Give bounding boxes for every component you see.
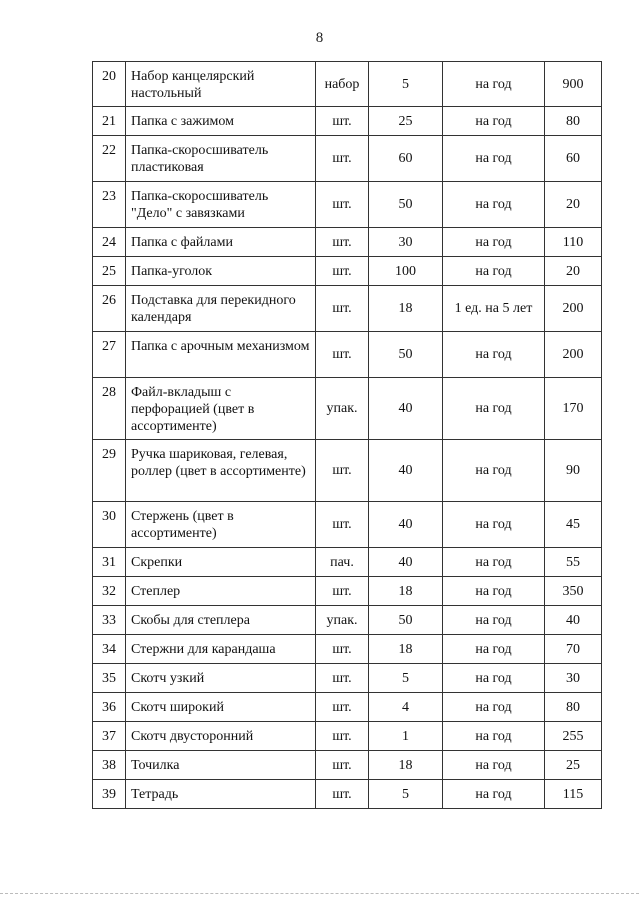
row-number-cell: 26 (93, 286, 126, 332)
price-cell: 90 (545, 440, 602, 502)
supplies-table (92, 61, 602, 809)
period-cell: на год (443, 136, 545, 182)
item-name-cell: Папка с зажимом (126, 107, 316, 136)
quantity-cell: 25 (369, 107, 443, 136)
table-row (93, 548, 602, 577)
period-cell: на год (443, 780, 545, 809)
table-row (93, 751, 602, 780)
period-cell: на год (443, 548, 545, 577)
row-number-cell: 28 (93, 378, 126, 440)
price-cell: 80 (545, 107, 602, 136)
item-name-cell: Тетрадь (126, 780, 316, 809)
table-row (93, 257, 602, 286)
unit-of-measure-cell: шт. (316, 751, 369, 780)
price-cell: 200 (545, 286, 602, 332)
table-row (93, 286, 602, 332)
period-cell: на год (443, 606, 545, 635)
price-cell: 20 (545, 182, 602, 228)
quantity-cell: 4 (369, 693, 443, 722)
row-number-cell: 27 (93, 332, 126, 378)
unit-of-measure-cell: шт. (316, 635, 369, 664)
price-cell: 170 (545, 378, 602, 440)
period-cell: на год (443, 228, 545, 257)
row-number-cell: 31 (93, 548, 126, 577)
table-row (93, 182, 602, 228)
table-row (93, 378, 602, 440)
item-name-cell: Папка-уголок (126, 257, 316, 286)
row-number-cell: 30 (93, 502, 126, 548)
price-cell: 60 (545, 136, 602, 182)
table-row (93, 136, 602, 182)
quantity-cell: 50 (369, 182, 443, 228)
quantity-cell: 5 (369, 664, 443, 693)
unit-of-measure-cell: пач. (316, 548, 369, 577)
price-cell: 45 (545, 502, 602, 548)
quantity-cell: 60 (369, 136, 443, 182)
unit-of-measure-cell: шт. (316, 577, 369, 606)
period-cell: на год (443, 107, 545, 136)
table-row (93, 722, 602, 751)
item-name-cell: Степлер (126, 577, 316, 606)
quantity-cell: 50 (369, 332, 443, 378)
item-name-cell: Ручка шариковая, гелевая, роллер (цвет в ассортименте) (126, 440, 316, 502)
period-cell: на год (443, 378, 545, 440)
table-row (93, 693, 602, 722)
unit-of-measure-cell: шт. (316, 780, 369, 809)
price-cell: 80 (545, 693, 602, 722)
table-row (93, 332, 602, 378)
price-cell: 40 (545, 606, 602, 635)
table-row (93, 780, 602, 809)
page-number: 8 (315, 30, 324, 46)
page-bottom-divider (0, 893, 639, 894)
period-cell: на год (443, 332, 545, 378)
row-number-cell: 20 (93, 62, 126, 107)
quantity-cell: 50 (369, 606, 443, 635)
quantity-cell: 40 (369, 378, 443, 440)
table-row (93, 664, 602, 693)
item-name-cell: Скотч узкий (126, 664, 316, 693)
price-cell: 70 (545, 635, 602, 664)
price-cell: 115 (545, 780, 602, 809)
unit-of-measure-cell: шт. (316, 332, 369, 378)
item-name-cell: Скотч широкий (126, 693, 316, 722)
unit-of-measure-cell: шт. (316, 693, 369, 722)
quantity-cell: 40 (369, 502, 443, 548)
row-number-cell: 37 (93, 722, 126, 751)
price-cell: 255 (545, 722, 602, 751)
item-name-cell: Набор канцелярский настольный (126, 62, 316, 107)
unit-of-measure-cell: шт. (316, 136, 369, 182)
table-row (93, 606, 602, 635)
unit-of-measure-cell: шт. (316, 257, 369, 286)
unit-of-measure-cell: шт. (316, 182, 369, 228)
table-row (93, 577, 602, 606)
quantity-cell: 30 (369, 228, 443, 257)
unit-of-measure-cell: шт. (316, 502, 369, 548)
quantity-cell: 18 (369, 635, 443, 664)
quantity-cell: 1 (369, 722, 443, 751)
table-row (93, 62, 602, 107)
period-cell: на год (443, 722, 545, 751)
unit-of-measure-cell: набор (316, 62, 369, 107)
unit-of-measure-cell: шт. (316, 228, 369, 257)
price-cell: 110 (545, 228, 602, 257)
quantity-cell: 100 (369, 257, 443, 286)
period-cell: на год (443, 440, 545, 502)
unit-of-measure-cell: шт. (316, 440, 369, 502)
unit-of-measure-cell: упак. (316, 606, 369, 635)
item-name-cell: Стержни для карандаша (126, 635, 316, 664)
quantity-cell: 18 (369, 286, 443, 332)
row-number-cell: 24 (93, 228, 126, 257)
unit-of-measure-cell: шт. (316, 286, 369, 332)
unit-of-measure-cell: шт. (316, 107, 369, 136)
period-cell: на год (443, 182, 545, 228)
item-name-cell: Скотч двусторонний (126, 722, 316, 751)
period-cell: на год (443, 751, 545, 780)
item-name-cell: Подставка для перекидного календаря (126, 286, 316, 332)
unit-of-measure-cell: шт. (316, 664, 369, 693)
period-cell: на год (443, 62, 545, 107)
row-number-cell: 32 (93, 577, 126, 606)
table-row (93, 228, 602, 257)
item-name-cell: Папка-скоросшиватель "Дело" с завязками (126, 182, 316, 228)
row-number-cell: 21 (93, 107, 126, 136)
price-cell: 20 (545, 257, 602, 286)
supplies-table-body (93, 62, 602, 809)
item-name-cell: Файл-вкладыш с перфорацией (цвет в ассортименте) (126, 378, 316, 440)
period-cell: на год (443, 635, 545, 664)
item-name-cell: Папка с файлами (126, 228, 316, 257)
row-number-cell: 39 (93, 780, 126, 809)
item-name-cell: Папка с арочным механизмом (126, 332, 316, 378)
quantity-cell: 40 (369, 548, 443, 577)
item-name-cell: Скрепки (126, 548, 316, 577)
price-cell: 30 (545, 664, 602, 693)
quantity-cell: 5 (369, 780, 443, 809)
table-row (93, 635, 602, 664)
row-number-cell: 23 (93, 182, 126, 228)
price-cell: 900 (545, 62, 602, 107)
unit-of-measure-cell: упак. (316, 378, 369, 440)
price-cell: 55 (545, 548, 602, 577)
row-number-cell: 38 (93, 751, 126, 780)
row-number-cell: 35 (93, 664, 126, 693)
period-cell: на год (443, 257, 545, 286)
quantity-cell: 18 (369, 751, 443, 780)
row-number-cell: 25 (93, 257, 126, 286)
price-cell: 200 (545, 332, 602, 378)
unit-of-measure-cell: шт. (316, 722, 369, 751)
item-name-cell: Точилка (126, 751, 316, 780)
quantity-cell: 40 (369, 440, 443, 502)
quantity-cell: 18 (369, 577, 443, 606)
item-name-cell: Папка-скоросшиватель пластиковая (126, 136, 316, 182)
period-cell: на год (443, 577, 545, 606)
row-number-cell: 34 (93, 635, 126, 664)
period-cell: на год (443, 693, 545, 722)
row-number-cell: 22 (93, 136, 126, 182)
period-cell: на год (443, 664, 545, 693)
row-number-cell: 36 (93, 693, 126, 722)
row-number-cell: 33 (93, 606, 126, 635)
period-cell: 1 ед. на 5 лет (443, 286, 545, 332)
price-cell: 350 (545, 577, 602, 606)
quantity-cell: 5 (369, 62, 443, 107)
table-row (93, 107, 602, 136)
item-name-cell: Скобы для степлера (126, 606, 316, 635)
price-cell: 25 (545, 751, 602, 780)
row-number-cell: 29 (93, 440, 126, 502)
table-row (93, 440, 602, 502)
table-row (93, 502, 602, 548)
item-name-cell: Стержень (цвет в ассортименте) (126, 502, 316, 548)
period-cell: на год (443, 502, 545, 548)
